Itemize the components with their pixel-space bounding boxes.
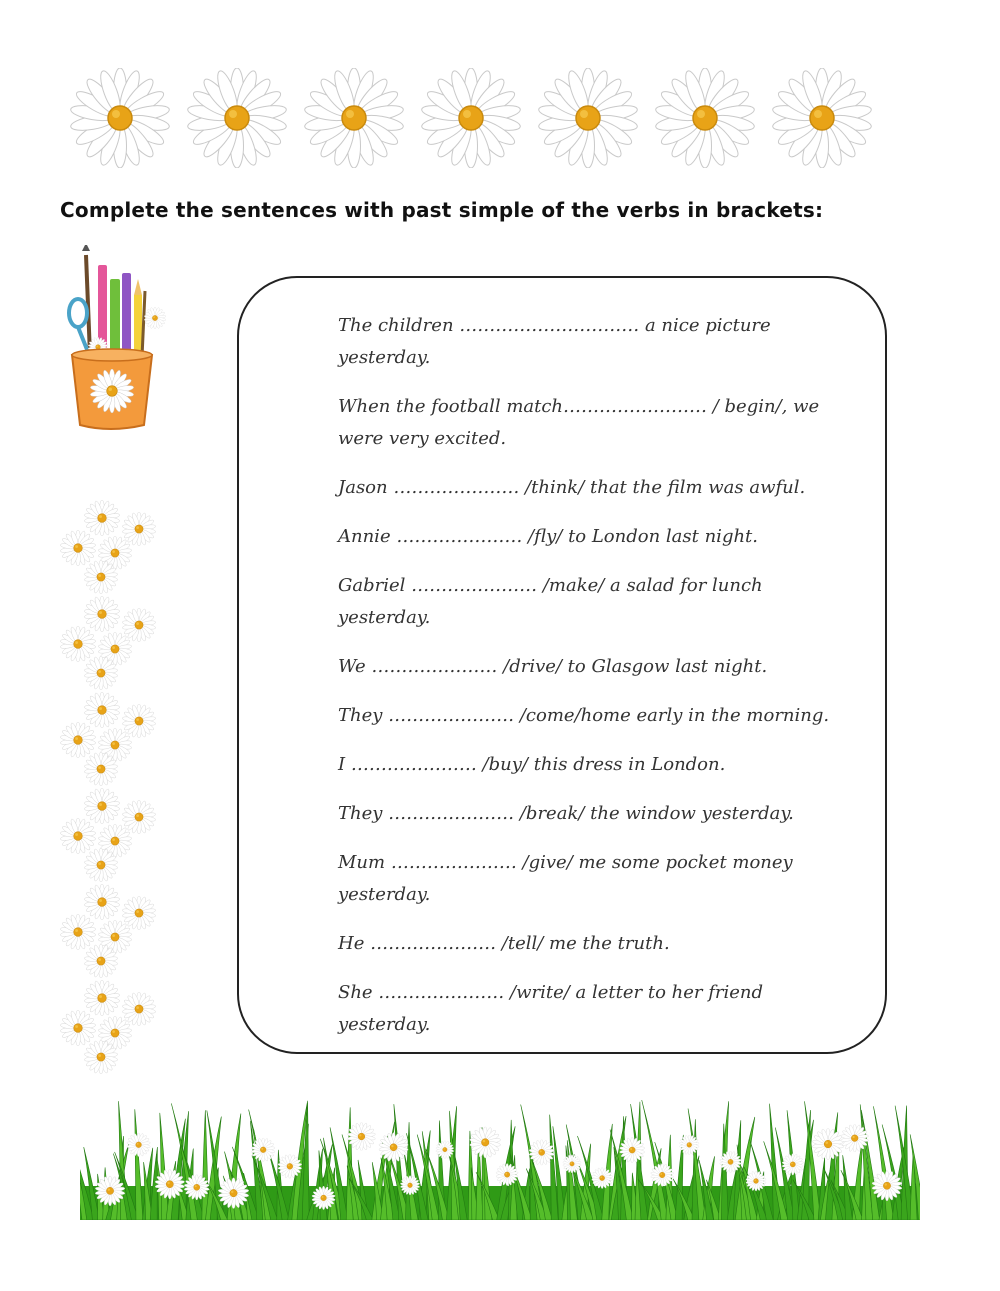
sentence: Jason ………………… /think/ that the film was awful. [338, 477, 806, 498]
instructions-heading: Complete the sentences with past simple of the verbs in brackets: [60, 198, 824, 222]
daisy-icon [538, 68, 638, 168]
sentence: The children ………………………… a nice picture yesterday. [338, 315, 771, 368]
daisy-icon [772, 68, 872, 168]
sentence: When the football match…………………… / begin/, we were very excited. [338, 396, 820, 449]
daisy-icon [187, 68, 287, 168]
daisy-cluster-icon [56, 596, 166, 692]
sentence: They ………………… /break/ the window yesterday. [338, 803, 794, 824]
daisy-cluster-icon [56, 500, 166, 596]
pencil-cup-icon [50, 245, 170, 435]
daisy-icon [812, 1128, 844, 1160]
grass-illustration [80, 1090, 920, 1220]
daisy-icon [421, 68, 521, 168]
sentence-list [338, 310, 858, 1058]
sentence: Annie ………………… /fly/ to London last night. [338, 526, 759, 547]
grass-blade [135, 1109, 143, 1220]
sentence: I ………………… /buy/ this dress in London. [338, 754, 726, 775]
sentence: They ………………… /come/home early in the morning. [338, 705, 830, 726]
sentence: Mum ………………… /give/ me some pocket money yesterday. [338, 852, 793, 905]
daisy-icon [655, 68, 755, 168]
daisy-cluster-icon [56, 884, 166, 980]
daisy-cluster-icon [56, 692, 166, 788]
daisy-row [70, 68, 890, 168]
daisy-cluster-icon [56, 788, 166, 884]
daisy-icon [127, 1133, 151, 1157]
daisy-icon [563, 1155, 582, 1174]
daisy-icon [469, 1127, 501, 1158]
sentence: We ………………… /drive/ to Glasgow last night. [338, 656, 768, 677]
sentence: He ………………… /tell/ me the truth. [338, 933, 670, 954]
daisy-cluster-icon [56, 980, 166, 1076]
daisy-icon [304, 68, 404, 168]
daisy-icon [70, 68, 170, 168]
sentence: She ………………… /write/ a letter to her friend yesterday. [338, 982, 763, 1035]
sentence: Gabriel ………………… /make/ a salad for lunch yesterday. [338, 575, 763, 628]
